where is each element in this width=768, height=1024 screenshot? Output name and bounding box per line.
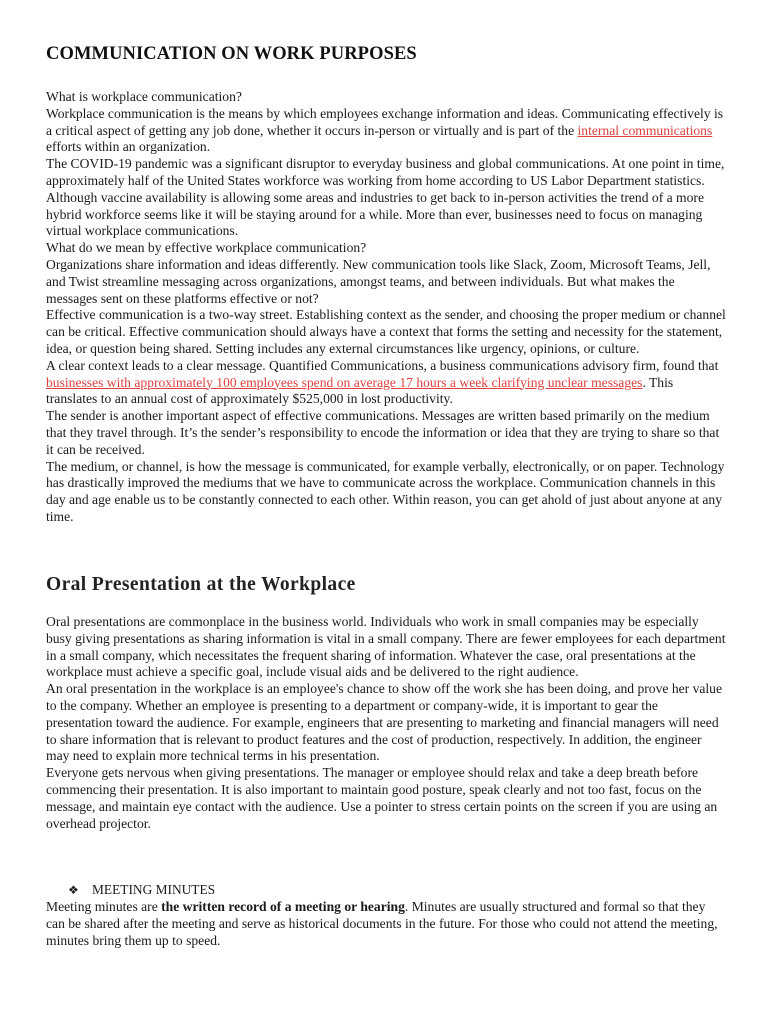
paragraph: A clear context leads to a clear message. Quantified Communications, a business communications advisory firm, found that businesses with approximately 100 employees spend on average 17 hours a week clarifying unclear messages. This translates to an annual cost of approximately $525,000 in lost productivity. <box>46 357 719 407</box>
paragraph: The medium, or channel, is how the message is communicated, for example verbally, electronically, or on paper. Technology has drastically improved the mediums that we have to communicate across the workplace. Communication channels in this day and age enable us to be constantly connected to each other. Within reason, you can get ahold of just about anyone at any time. <box>46 458 725 524</box>
paragraph: Organizations share information and ideas differently. New communication tools like Slack, Zoom, Microsoft Teams, Jell, and Twist streamline messaging across organizations, amongst teams, and between individuals. But what makes the messages sent on these platforms effective or not? <box>46 256 711 306</box>
paragraph: The sender is another important aspect of effective communications. Messages are written based primarily on the medium that they travel through. It’s the sender’s responsibility to encode the information or idea that they are trying to share so that it can be received. <box>46 408 720 457</box>
paragraph: What do we mean by effective workplace communication? <box>46 240 367 256</box>
page-title: COMMUNICATION ON WORK PURPOSES <box>46 44 417 64</box>
diamond-bullet-icon: ❖ <box>68 883 79 897</box>
paragraph: Workplace communication is the means by which employees exchange information and ideas. Communicating effectively is a critical aspect of getting any job done, whether it occurs in-person or virtually and is part of the internal communications efforts within an organization. <box>46 105 724 155</box>
section-workplace-communication <box>46 89 726 526</box>
paragraph: An oral presentation in the workplace is an employee's chance to show off the work she has been doing, and prove her value to the company. Whether an employee is presenting to a department or company-wide, it is important to gear the presentation toward the audience. For example, engineers that are presenting to marketing and financial managers will need to share information that is relevant to product features and the cost of production, respectively. In addition, the engineer may need to explain more technical terms in his presentation. <box>46 681 723 764</box>
paragraph: Effective communication is a two-way street. Establishing context as the sender, and choosing the proper medium or channel can be critical. Effective communication should always have a context that forms the setting and necessity for the statement, idea, or question being shared. Setting includes any external circumstances like urgency, opinions, or culture. <box>46 307 726 356</box>
section-meeting-minutes <box>46 899 726 949</box>
paragraph: What is workplace communication? <box>46 89 242 104</box>
section-heading-oral-presentation: Oral Presentation at the Workplace <box>46 574 356 595</box>
bold-definition: the written record of a meeting or hearing <box>161 899 405 914</box>
paragraph: Meeting minutes are the written record of a meeting or hearing. Minutes are usually structured and formal so that they can be shared after the meeting and serve as historical documents in the future. For those who could not attend the meeting, minutes bring them up to speed. <box>46 899 718 948</box>
bullet-meeting-minutes <box>68 882 215 898</box>
section-oral-presentation <box>46 614 726 832</box>
paragraph: The COVID-19 pandemic was a significant disruptor to everyday business and global communications. At one point in time, approximately half of the United States workforce was working from home according to US Labor Department statistics. Although vaccine availability is allowing some areas and industries to get back to in-person activities the trend of a more hybrid workforce seems like it will be staying around for a while. More than ever, businesses need to focus on managing virtual workplace communications. <box>46 156 725 239</box>
paragraph: Oral presentations are commonplace in the business world. Individuals who work in small companies may be especially busy giving presentations as sharing information is vital in a small company. There are fewer employees for each department in a small company, which necessitates the frequent sharing of information. Whatever the case, oral presentations at the workplace must achieve a specific goal, include visual aids and be delivered to the right audience. <box>46 614 726 680</box>
internal-communications-link[interactable]: internal communications <box>577 122 713 138</box>
bullet-label: MEETING MINUTES <box>92 882 216 897</box>
paragraph: Everyone gets nervous when giving presentations. The manager or employee should relax and take a deep breath before commencing their presentation. It is also important to maintain good posture, speak clearly and not too fast, focus on the message, and maintain eye contact with the audience. Use a pointer to stress certain points on the screen if you are using an overhead projector. <box>46 765 718 831</box>
clarifying-messages-link[interactable]: businesses with approximately 100 employees spend on average 17 hours a week clarifying unclear messages <box>46 374 643 390</box>
